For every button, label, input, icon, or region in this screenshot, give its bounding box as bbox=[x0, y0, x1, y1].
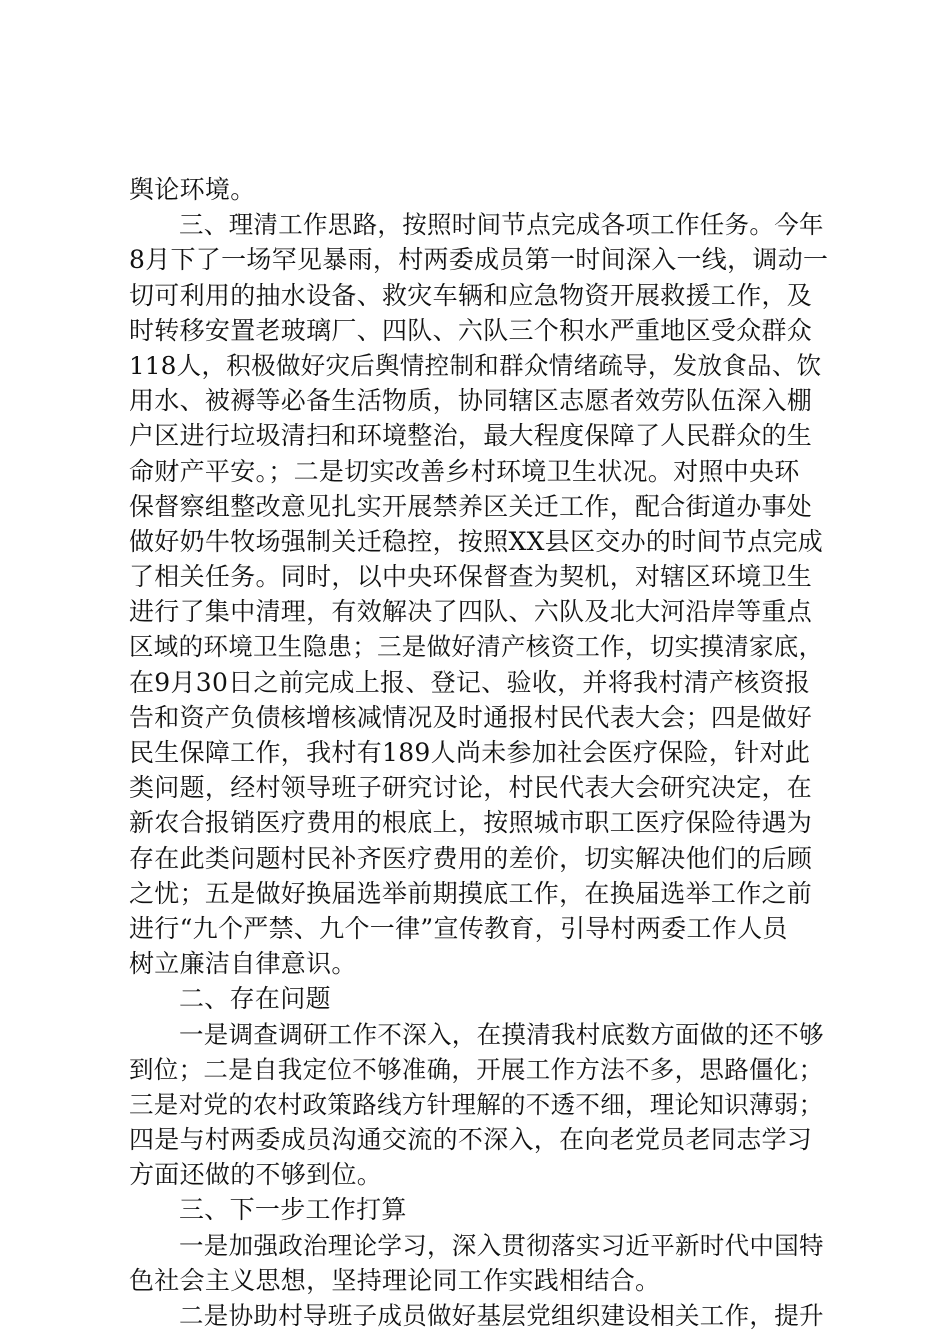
document-line: 8月下了一场罕见暴雨，村两委成员第一时间深入一线，调动一 bbox=[129, 245, 829, 275]
document-line: 三是对党的农村政策路线方针理解的不透不细，理论知识薄弱； bbox=[129, 1089, 824, 1119]
document-line: 新农合报销医疗费用的根底上，按照城市职工医疗保险待遇为 bbox=[129, 808, 813, 838]
document-line: 四是与村两委成员沟通交流的不深入，在向老党员老同志学习 bbox=[129, 1125, 813, 1155]
document-line: 在9月30日之前完成上报、登记、验收，并将我村清产核资报 bbox=[129, 667, 811, 697]
document-line: 命财产平安。；二是切实改善乡村环境卫生状况。对照中央环 bbox=[129, 456, 800, 486]
document-line: 方面还做的不够到位。 bbox=[129, 1160, 383, 1190]
document-line: 一是加强政治理论学习，深入贯彻落实习近平新时代中国特 bbox=[179, 1230, 824, 1260]
document-line: 时转移安置老玻璃厂、四队、六队三个积水严重地区受众群众 bbox=[129, 315, 813, 345]
document-line: 三、下一步工作打算 bbox=[179, 1195, 407, 1225]
document-line: 三、理清工作思路，按照时间节点完成各项工作任务。今年 bbox=[179, 210, 824, 240]
document-line: 进行“九个严禁、九个一律”宣传教育，引导村两委工作人员 bbox=[129, 913, 788, 943]
document-line: 进行了集中清理，有效解决了四队、六队及北大河沿岸等重点 bbox=[129, 597, 813, 627]
document-line: 一是调查调研工作不深入，在摸清我村底数方面做的还不够 bbox=[179, 1019, 824, 1049]
document-line: 告和资产负债核增核减情况及时通报村民代表大会；四是做好 bbox=[129, 702, 813, 732]
document-line: 户区进行垃圾清扫和环境整治，最大程度保障了人民群众的生 bbox=[129, 421, 813, 451]
document-line: 到位；二是自我定位不够准确，开展工作方法不多，思路僵化； bbox=[129, 1054, 824, 1084]
document-line: 民生保障工作，我村有189人尚未参加社会医疗保险，针对此 bbox=[129, 738, 811, 767]
document-line: 二是协助村导班子成员做好基层党组织建设相关工作，提升 bbox=[179, 1301, 824, 1330]
document-line: 区域的环境卫生隐患；三是做好清产核资工作，切实摸清家底， bbox=[129, 632, 824, 662]
document-line: 类问题，经村领导班子研究讨论，村民代表大会研究决定，在 bbox=[129, 773, 813, 803]
document-line: 色社会主义思想，坚持理论同工作实践相结合。 bbox=[129, 1265, 661, 1295]
document-line: 切可利用的抽水设备、救灾车辆和应急物资开展救援工作，及 bbox=[129, 280, 813, 310]
document-line: 了相关任务。同时，以中央环保督查为契机，对辖区环境卫生 bbox=[129, 562, 813, 592]
document-line: 存在此类问题村民补齐医疗费用的差价，切实解决他们的后顾 bbox=[129, 843, 813, 873]
document-line: 118人，积极做好灾后舆情控制和群众情绪疏导，发放食品、饮 bbox=[129, 350, 822, 380]
document-line: 做好奶牛牧场强制关迁稳控，按照XX县区交办的时间节点完成 bbox=[129, 526, 823, 556]
document-line: 用水、被褥等必备生活物质，协同辖区志愿者效劳队伍深入棚 bbox=[129, 386, 813, 416]
document-line: 树立廉洁自律意识。 bbox=[129, 949, 357, 979]
document-line: 舆论环境。 bbox=[129, 175, 256, 204]
document-line: 二、存在问题 bbox=[179, 984, 331, 1014]
document-line: 保督察组整改意见扎实开展禁养区关迁工作，配合街道办事处 bbox=[129, 491, 813, 521]
document-body bbox=[129, 172, 829, 1333]
document-line: 之忧；五是做好换届选举前期摸底工作，在换届选举工作之前 bbox=[129, 878, 813, 908]
